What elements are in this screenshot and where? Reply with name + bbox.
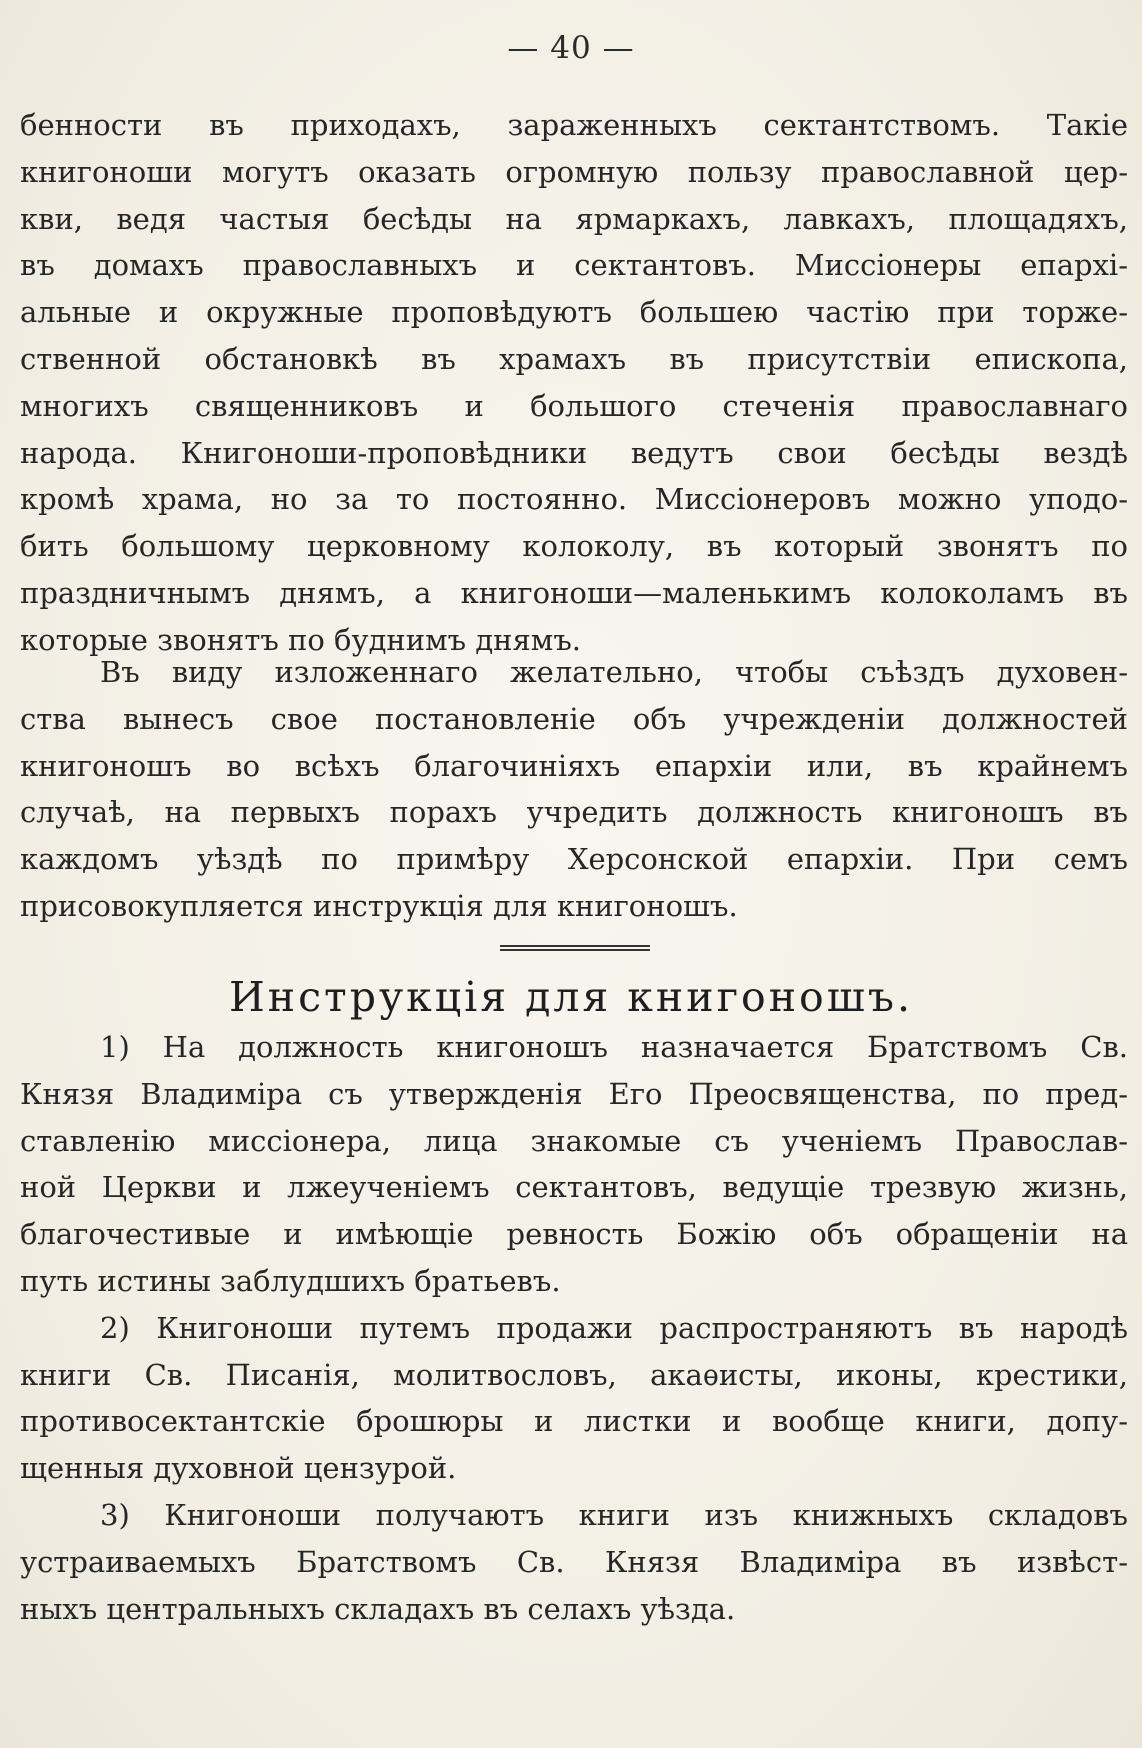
text-line: кромѣ храма, но за то постоянно. Миссіонеровъ можно уподо- [20,482,1128,517]
text-line: благочестивые и имѣющіе ревность Божію объ обращеніи на [20,1217,1128,1252]
text-line: бенности въ приходахъ, зараженныхъ сектантствомъ. Такіе [20,108,1128,142]
text-line: народа. Книгоноши-проповѣдники ведутъ свои бесѣды вездѣ [20,435,1128,470]
text-line: противосектантскіе брошюры и листки и вообще книги, допу- [20,1404,1128,1439]
text-line: ной Церкви и лжеученіемъ сектантовъ, ведущіе трезвую жизнь, [20,1170,1128,1205]
text-line: въ домахъ православныхъ и сектантовъ. Миссіонеры епархі- [20,248,1128,283]
text-line: ства вынесъ свое постановленіе объ учрежденіи должностей [20,701,1128,736]
text-line: ственной обстановкѣ въ храмахъ въ присутствіи епископа, [20,341,1128,376]
page-number: — 40 — [507,30,635,66]
paragraph-continuation [20,102,1128,664]
text-line: многихъ священниковъ и большого стеченія православнаго [20,388,1128,423]
instruction-list [20,1024,1128,1632]
text-line: книги Св. Писанія, молитвословъ, акаѳисты, иконы, крестики, [20,1357,1128,1392]
section-heading: Инструкція для книгоношъ. [229,973,913,1021]
instruction-item: 1) На должность книгоношъ назначается Братствомъ Св. [100,1030,1128,1064]
text-line: случаѣ, на первыхъ порахъ учредить должность книгоношъ въ [20,795,1128,830]
text-line: путь истины заблудшихъ братьевъ. [20,1263,561,1298]
text-line: которые звонятъ по буднимъ днямъ. [20,622,582,657]
section-divider [500,945,650,951]
text-line: щенныя духовной цензурой. [20,1451,457,1486]
text-line: книгоноши могутъ оказать огромную пользу православной цер- [20,154,1128,189]
paragraph-resolution [20,649,1128,930]
text-line: Въ виду изложеннаго желательно, чтобы съѣздъ духовен- [100,655,1128,689]
text-line: книгоношъ во всѣхъ благочиніяхъ епархіи или, въ крайнемъ [20,748,1128,783]
text-line: каждомъ уѣздѣ по примѣру Херсонской епархіи. При семъ [20,842,1128,877]
text-line: Князя Владиміра съ утвержденія Его Преосвященства, по пред- [20,1076,1128,1111]
instruction-item: 2) Книгоноши путемъ продажи распространяютъ въ народѣ [100,1310,1128,1345]
text-line: ставленію миссіонера, лица знакомые съ ученіемъ Православ- [20,1123,1128,1158]
text-line: бить большому церковному колоколу, въ который звонятъ по [20,529,1128,564]
text-line: праздничнымъ днямъ, а книгоноши—маленькимъ колоколамъ въ [20,575,1128,610]
instruction-item: 3) Книгоноши получаютъ книги изъ книжныхъ складовъ [100,1497,1128,1532]
text-line: присовокупляется инструкція для книгоношъ. [20,888,738,923]
text-line: альные и окружные проповѣдуютъ большею частію при торже- [20,295,1128,330]
text-line: устраиваемыхъ Братствомъ Св. Князя Владиміра въ извѣст- [20,1544,1128,1579]
text-line: ныхъ центральныхъ складахъ въ селахъ уѣзда. [20,1591,736,1626]
text-line: кви, ведя частыя бесѣды на ярмаркахъ, лавкахъ, площадяхъ, [20,201,1128,236]
